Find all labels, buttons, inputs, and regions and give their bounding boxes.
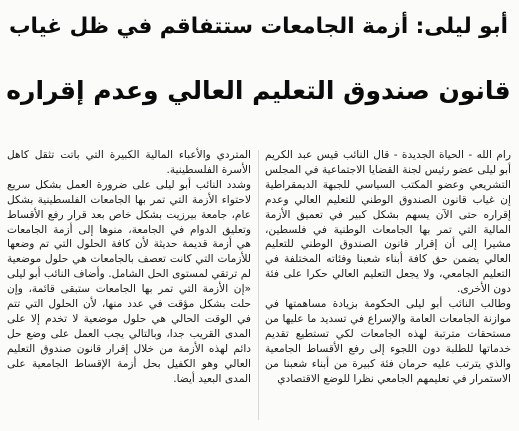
article-paragraph: وشدد النائب أبو ليلى على ضرورة العمل بشكل سريع لاحتواء الأزمة التي تمر بها الجامعات الفلسطينية بشكل عام، جامعة بيرزيت بشكل خاص بعد قرار رفع الأقساط وتعليق الدوام في الجامعة، منوها إلى أزمة الجامعات هي أزمة قديمة حديثة لأن كافة الحلول التي تم وضعها للأزمات التي كانت تعصف بالجامعات هي حلول موضعية لم ترتقي لمستوى الحل الشامل. وأضاف النائب أبو ليلى «إن الأزمة التي تمر بها الجامعات ستبقى قائمة، وإن حلت بشكل مؤقت في عدد منها، لأن الحلول التي تتم في الوقت الحالي هي حلول موضعية لا تخدم إلا على المدى القريب جدا، وبالتالي يجب العمل على وضع حل دائم لهذه الأزمة من خلال إقرار قانون صندوق التعليم العالي وهو الكفيل بحل أزمة الإقساط الجامعية على المدى البعيد أيضا.: [7, 178, 251, 385]
article-column-right: [265, 148, 511, 387]
article-paragraph: المتردي والأعباء المالية الكبيرة التي باتت تثقل كاهل الأسرة الفلسطينية.: [7, 149, 251, 176]
headline-line-1: أبو ليلى: أزمة الجامعات ستتفاقم في ظل غياب: [8, 14, 509, 39]
article-column-left: [7, 148, 251, 387]
article-paragraph: وطالب النائب أبو ليلى الحكومة بزيادة مساهمتها في موازنة الجامعات العامة والإسراع في تسديد ما عليها من مستحقات مترتبة لهذه الجامعات لكي تستطيع تقديم خدماتها للطلبة دون اللجوء إلى رفع الأقساط الجامعية والذي يترتب عليه حرمان فئة كبيرة من أبناء شعبنا من الاستمرار في تعليمهم الجامعي نظرا للوضع الاقتصادي: [265, 298, 511, 385]
headline-line-2: قانون صندوق التعليم العالي وعدم إقراره: [6, 76, 511, 105]
column-divider: [258, 150, 259, 420]
article-paragraph: رام الله - الحياة الجديدة - قال النائب قيس عبد الكريم أبو ليلى عضو رئيس لجنة القضايا الاجتماعية في المجلس التشريعي وعضو المكتب السياسي للجبهة الديمقراطية إن غياب قانون الصندوق الوطني للتعليم العالي وعدم إقراره حتى الآن يسهم بشكل كبير في تعميق الأزمة المالية التي تمر بها الجامعات الوطنية في فلسطين، مشيرا إلى أن إقرار قانون الصندوق الوطني للتعليم العالي يضمن حق كافة أبناء شعبنا وفئاته المختلفة في التعليم الجامعي، ولا يجعل التعليم العالي حكرا على فئة دون الأخرى.: [265, 149, 511, 296]
